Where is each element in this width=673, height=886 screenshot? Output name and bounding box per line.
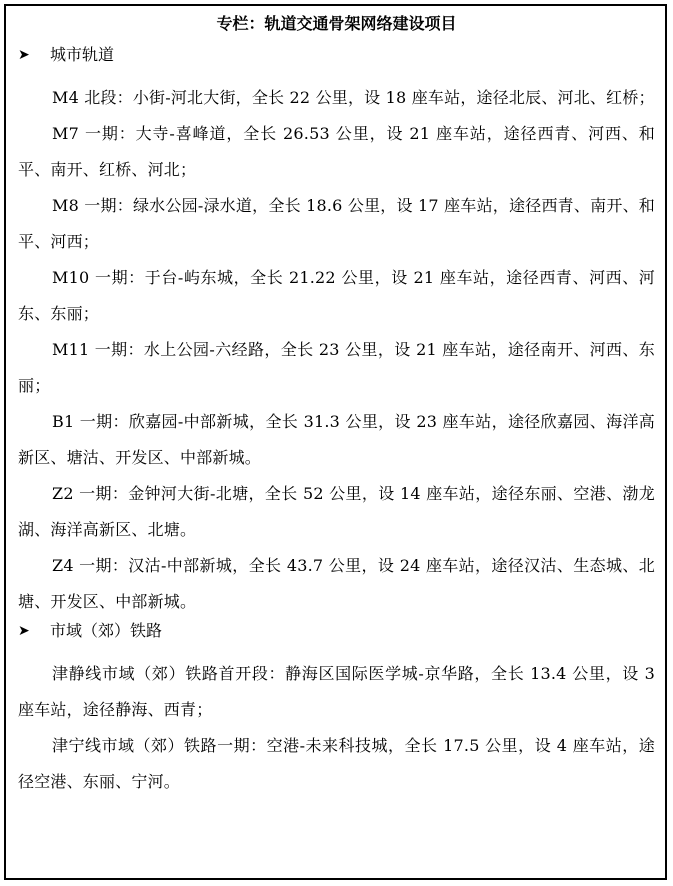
- list-item-m7: M7 一期：大寺-喜峰道，全长 26.53 公里，设 21 座车站，途径西青、河西、和平、南开、红桥、河北；: [18, 124, 655, 179]
- project-box: [4, 4, 667, 880]
- list-item-m8: M8 一期：绿水公园-渌水道，全长 18.6 公里，设 17 座车站，途径西青、南开、和平、河西；: [18, 196, 655, 251]
- list-item-b1: B1 一期：欣嘉园-中部新城，全长 31.3 公里，设 23 座车站，途径欣嘉园、海洋高新区、塘沽、开发区、中部新城。: [18, 412, 655, 467]
- arrow-bullet-icon: ➤: [18, 623, 30, 639]
- section-heading-label: 市域（郊）铁路: [50, 621, 163, 640]
- list-item-m10: M10 一期：于台-屿东城，全长 21.22 公里，设 21 座车站，途径西青、河西、河东、东丽；: [18, 268, 655, 323]
- section-heading-suburban-rail: [18, 620, 655, 656]
- section-heading-label: 城市轨道: [50, 45, 115, 64]
- list-item-jinjing: 津静线市域（郊）铁路首开段：静海区国际医学城-京华路，全长 13.4 公里，设 3 座车站，途径静海、西青；: [18, 664, 655, 719]
- arrow-bullet-icon: ➤: [18, 47, 30, 63]
- list-item-m4: M4 北段：小街-河北大街，全长 22 公里，设 18 座车站，途径北辰、河北、红桥；: [52, 88, 655, 107]
- sections: [18, 44, 655, 800]
- section-heading-urban-rail: [18, 44, 655, 80]
- box-title: 专栏：轨道交通骨架网络建设项目: [216, 14, 457, 33]
- list-item-z2: Z2 一期：金钟河大街-北塘，全长 52 公里，设 14 座车站，途径东丽、空港、渤龙湖、海洋高新区、北塘。: [18, 484, 655, 539]
- list-item-jinning: 津宁线市域（郊）铁路一期：空港-未来科技城，全长 17.5 公里，设 4 座车站，途径空港、东丽、宁河。: [18, 736, 655, 791]
- list-item-z4: Z4 一期：汉沽-中部新城，全长 43.7 公里，设 24 座车站，途径汉沽、生态城、北塘、开发区、中部新城。: [18, 556, 655, 611]
- list-item-m11: M11 一期：水上公园-六经路，全长 23 公里，设 21 座车站，途径南开、河西、东丽；: [18, 340, 655, 395]
